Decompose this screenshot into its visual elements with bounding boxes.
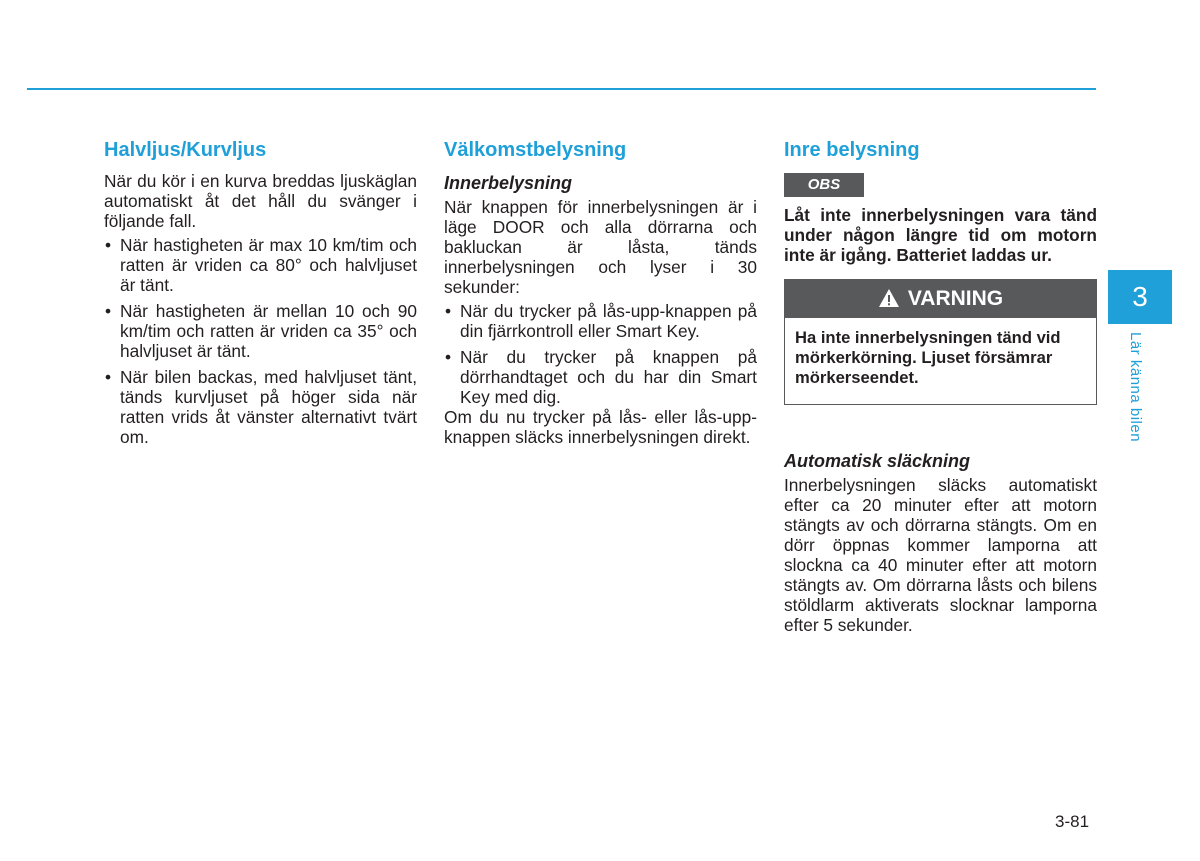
list-item: • När du trycker på lås-upp-knappen på din fjärrkontroll eller Smart Key. <box>444 301 757 341</box>
page-number: 3-81 <box>1055 812 1090 831</box>
section-heading-valkomstbelysning: Välkomstbelysning <box>444 139 627 161</box>
warning-triangle-icon <box>878 283 900 321</box>
subheading-innerbelysning: Innerbelysning <box>444 173 573 193</box>
header-rule <box>27 88 1096 90</box>
warning-text: Ha inte innerbelysningen tänd vid mörkerkörning. Ljuset försämrar mörkerseendet. <box>795 328 1061 387</box>
halvljus-intro: När du kör i en kurva breddas ljuskäglan automatiskt åt det håll du svänger i följande fall. <box>104 171 417 231</box>
obs-text: Låt inte innerbelysningen vara tänd under någon längre tid om motorn inte är igång. Batteriet laddas ur. <box>784 205 1097 265</box>
warning-body <box>785 318 1096 404</box>
obs-badge: OBS <box>784 173 864 197</box>
innerbelysning-intro: När knappen för innerbelysningen är i läge DOOR och alla dörrarna och bakluckan är låsta, tänds innerbelysningen och lyser i 30 sekunder: <box>444 197 757 297</box>
halvljus-bullet-list <box>104 235 417 447</box>
warning-title: VARNING <box>907 287 1004 310</box>
chapter-tab: 3 <box>1108 270 1172 324</box>
list-item: • När du trycker på knappen på dörrhandtaget och du har din Smart Key med dig. <box>444 347 757 407</box>
column-halvljus <box>104 137 417 453</box>
warning-header <box>785 280 1096 318</box>
list-item: • När bilen backas, med halvljuset tänt, tänds kurvljuset på höger sida när ratten vrids åt vänster alternativt tvärt om. <box>104 367 417 447</box>
list-item: • När hastigheten är mellan 10 och 90 km/tim och ratten är vriden ca 35° och halvljuset är tänt. <box>104 301 417 361</box>
section-heading-halvljus: Halvljus/Kurvljus <box>104 139 267 161</box>
innerbelysning-bullet-list <box>444 301 757 407</box>
automatisk-slackning-text: Innerbelysningen släcks automatiskt efter ca 20 minuter efter att motorn stängts av och dörrarna stängts. Om en dörr öppnas kommer lamporna att slockna ca 40 minuter efter att motorn stängts av. Om dörrarna låsts och bilens stöldlarm aktiverats slocknar lamporna efter 5 sekunder. <box>784 475 1097 635</box>
column-valkomstbelysning <box>444 137 757 447</box>
section-heading-inre-belysning: Inre belysning <box>784 139 920 161</box>
subheading-automatisk-slackning: Automatisk släckning <box>784 451 971 471</box>
innerbelysning-outro: Om du nu trycker på lås- eller lås-upp-knappen släcks innerbelysningen direkt. <box>444 407 757 447</box>
column-inre-belysning <box>784 137 1097 635</box>
list-item: • När hastigheten är max 10 km/tim och ratten är vriden ca 80° och halvljuset är tänt. <box>104 235 417 295</box>
chapter-title: Lär känna bilen <box>1127 332 1144 443</box>
warning-box <box>784 279 1097 405</box>
